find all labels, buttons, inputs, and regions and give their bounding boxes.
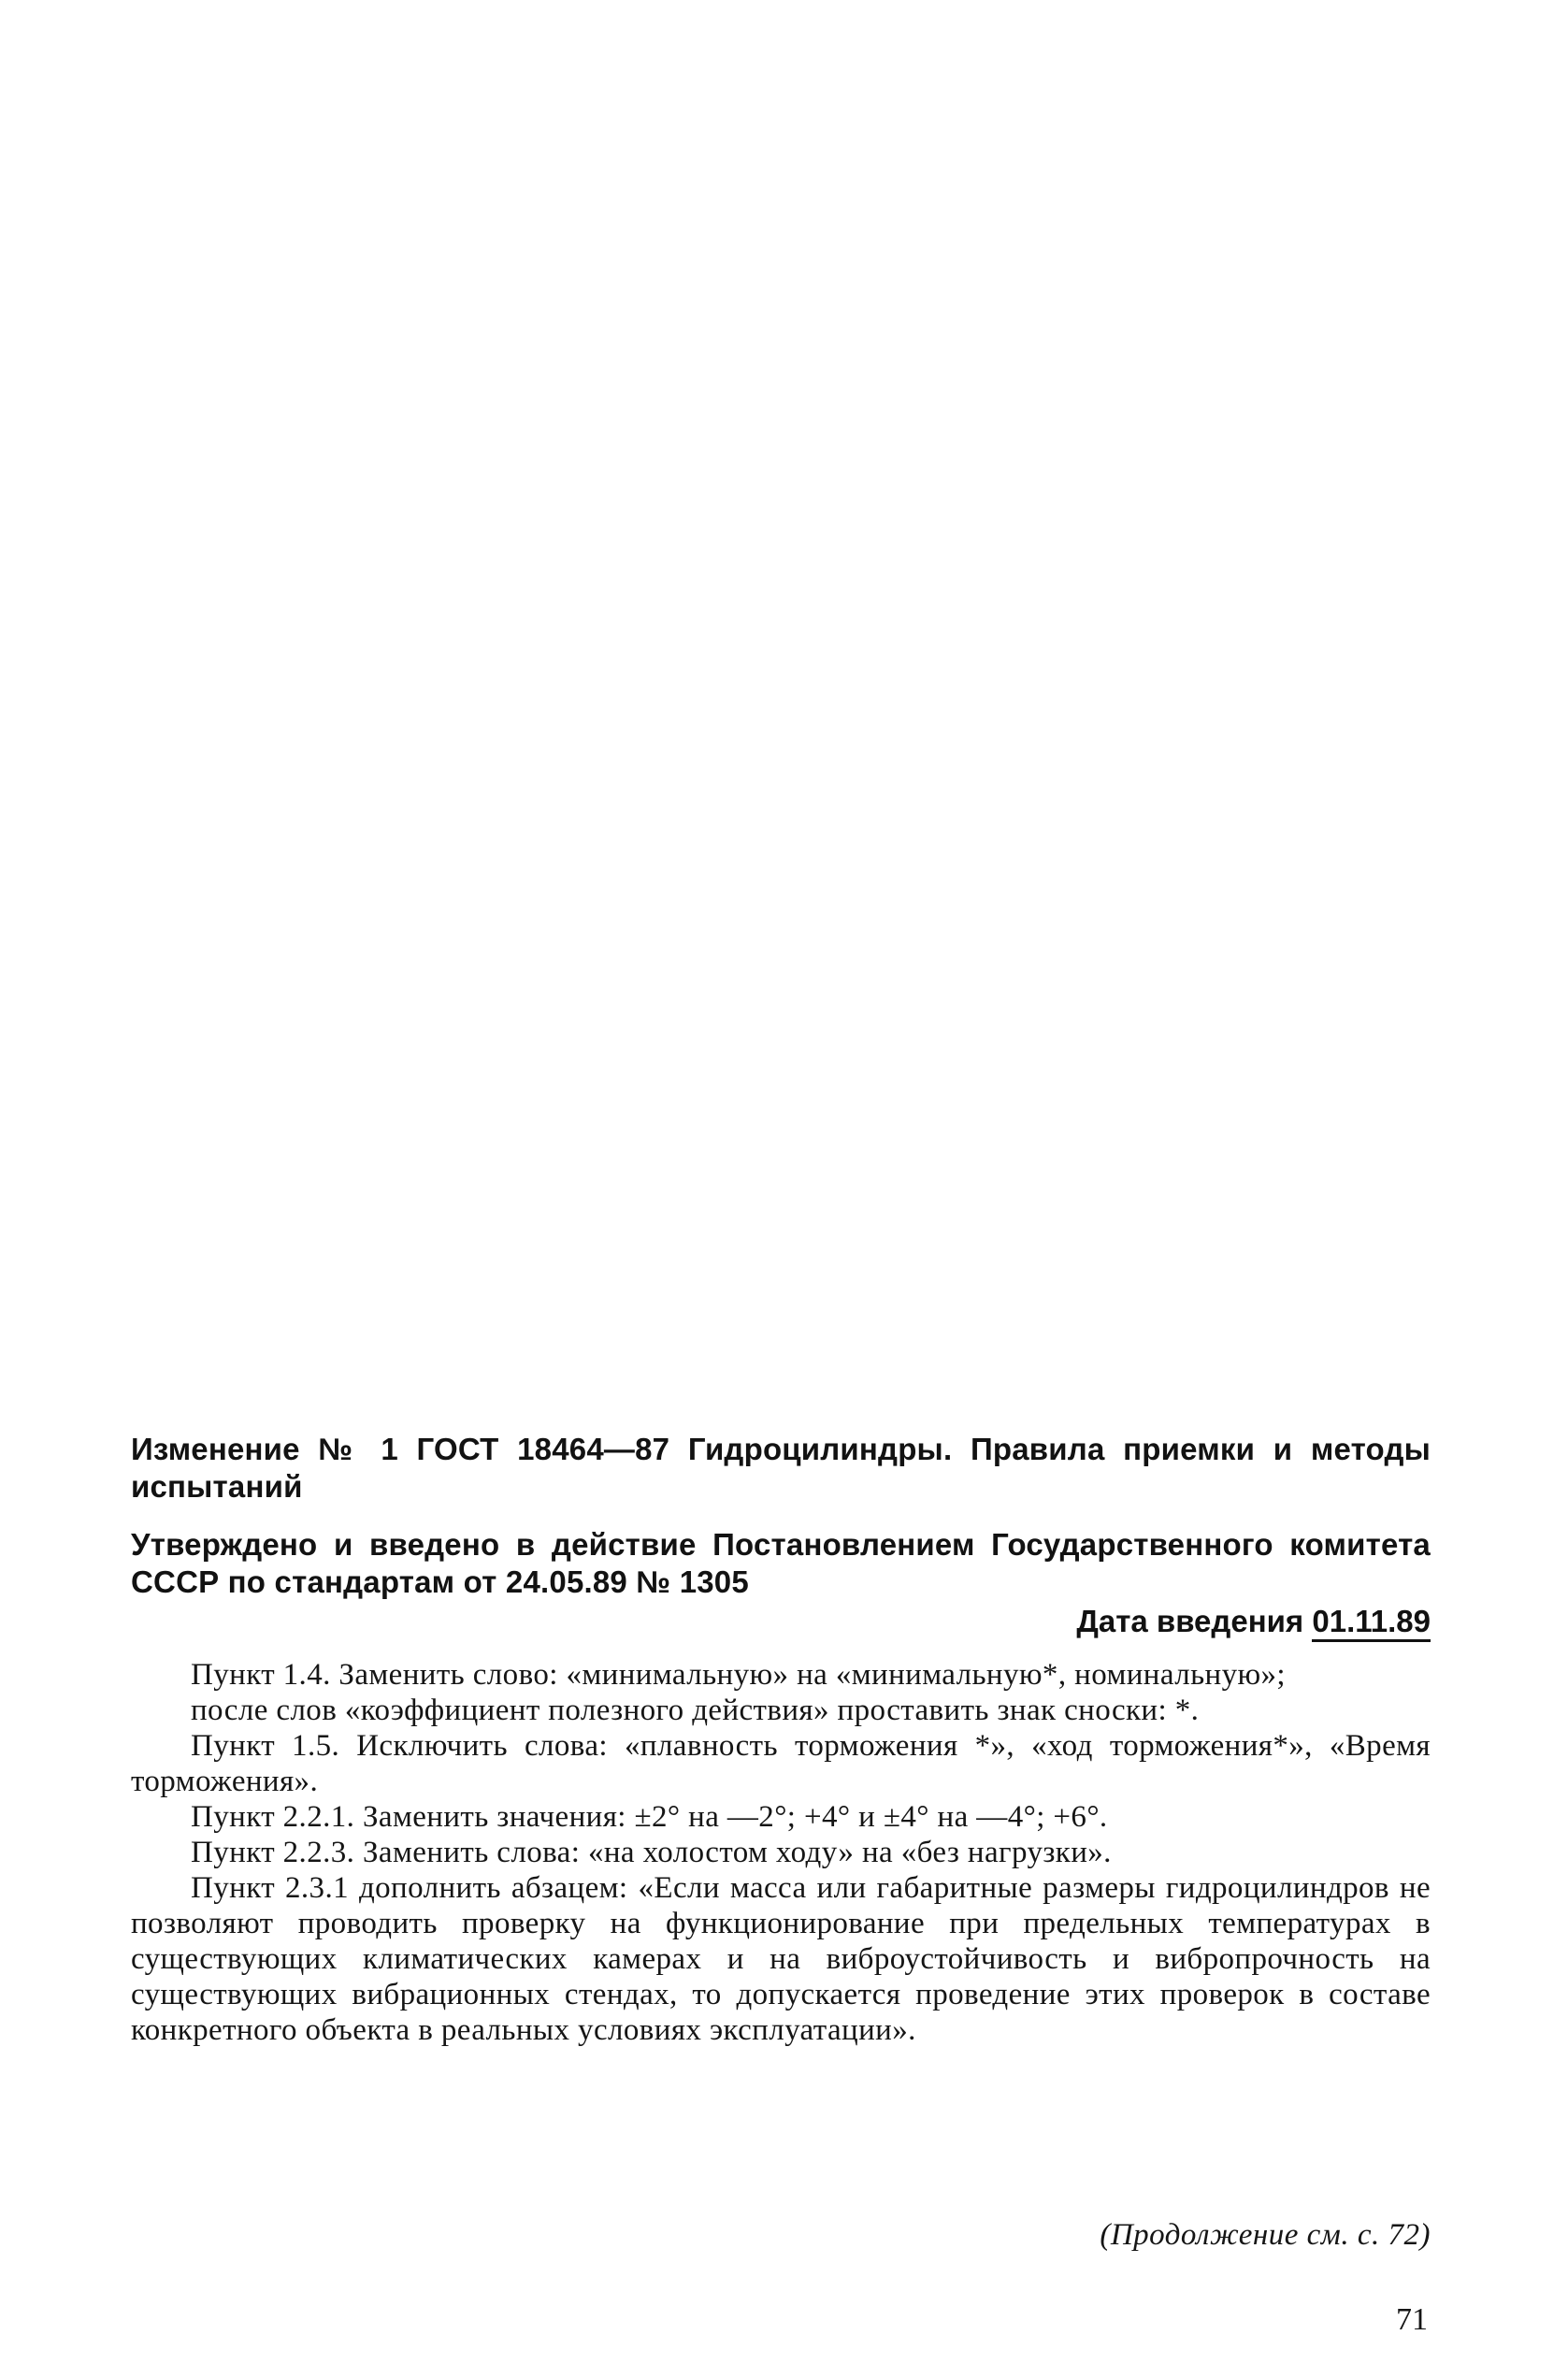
document-body [131, 1657, 1431, 2048]
paragraph-item-1-4: Пункт 1.4. Заменить слово: «минимальную» на «минимальную*, номинальную»; [191, 1658, 1287, 1692]
page-number: 71 [1396, 2302, 1428, 2337]
paragraph-item-2-2-3: Пункт 2.2.3. Заменить слова: «на холостом ходу» на «без нагрузки». [191, 1836, 1112, 1869]
paragraph-item-2-3-1: Пункт 2.3.1 дополнить абзацем: «Если масса или габаритные размеры гидроцилиндров не позволяют проводить проверку на функционирование при предельных температурах в существующих климатических камерах и на виброустойчивость и вибропрочность на существующих вибрационных стендах, то допускается проведение этих проверок в составе конкретного объекта в реальных условиях эксплуатации». [131, 1871, 1431, 2047]
document-header [131, 1431, 1431, 1640]
approval-statement: Утверждено и введено в действие Постановлением Государственного комитета СССР по стандартам от 24.05.89 № 1305 [131, 1527, 1431, 1599]
paragraph-footnote-mark: после слов «коэффициент полезного действия» проставить знак сноски: *. [191, 1694, 1200, 1727]
paragraph-item-1-5: Пункт 1.5. Исключить слова: «плавность торможения *», «ход торможения*», «Время торможения». [131, 1729, 1431, 1798]
change-title: Изменение № 1 ГОСТ 18464—87 Гидроцилиндры. Правила приемки и методы испытаний [131, 1432, 1431, 1504]
introduction-date-label: Дата введения [1076, 1604, 1304, 1638]
paragraph-item-2-2-1: Пункт 2.2.1. Заменить значения: ±2° на —2°; +4° и ±4° на —4°; +6°. [191, 1800, 1108, 1834]
introduction-date-line [131, 1603, 1431, 1640]
introduction-date-value: 01.11.89 [1312, 1604, 1431, 1642]
continuation-note: (Продолжение см. с. 72) [1100, 2218, 1431, 2252]
